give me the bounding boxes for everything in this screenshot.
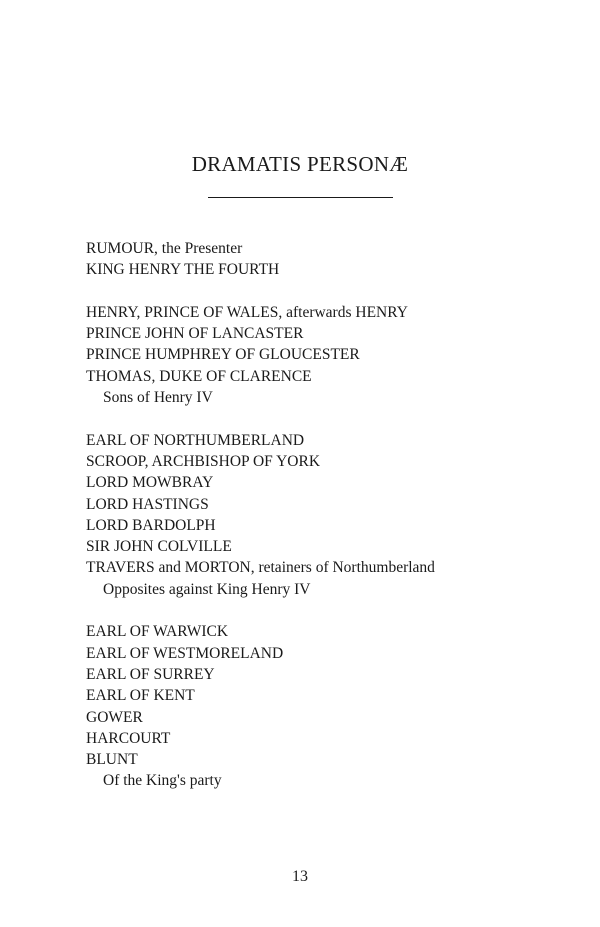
character-entry: EARL OF WARWICK [86,623,229,641]
character-entry: RUMOUR, the Presenter [86,240,243,257]
character-group [86,621,566,791]
character-entry: PRINCE JOHN OF LANCASTER [86,325,304,343]
cast-list [86,238,566,813]
character-entry: LORD BARDOLPH [86,516,216,534]
character-entry: BLUNT [86,751,138,769]
character-entry: HENRY, PRINCE OF WALES, afterwards HENRY [86,303,408,321]
page-title: DRAMATIS PERSONÆ [191,152,409,176]
group-note: Of the King's party [103,772,222,790]
character-entry: LORD MOWBRAY [86,474,214,492]
character-entry: EARL OF NORTHUMBERLAND [86,431,305,449]
character-group [86,238,566,281]
character-entry: EARL OF WESTMORELAND [86,644,284,662]
character-entry: THOMAS, DUKE OF CLARENCE [86,367,312,385]
page-number: 13 [292,868,308,885]
character-entry: LORD HASTINGS [86,495,209,513]
character-entry: EARL OF SURREY [86,665,215,683]
character-entry: TRAVERS and MORTON, retainers of Northumberland [86,559,435,577]
character-group [86,430,566,600]
character-entry: EARL OF KENT [86,687,195,705]
character-entry: KING HENRY THE FOURTH [86,261,280,279]
character-group [86,302,566,408]
group-note: Sons of Henry IV [103,389,213,407]
character-entry: PRINCE HUMPHREY OF GLOUCESTER [86,346,360,364]
character-entry: GOWER [86,708,143,726]
character-entry: HARCOURT [86,729,171,747]
group-note: Opposites against King Henry IV [103,580,311,598]
character-entry: SIR JOHN COLVILLE [86,538,232,556]
title-divider [208,197,393,198]
character-entry: SCROOP, ARCHBISHOP OF YORK [86,452,321,470]
